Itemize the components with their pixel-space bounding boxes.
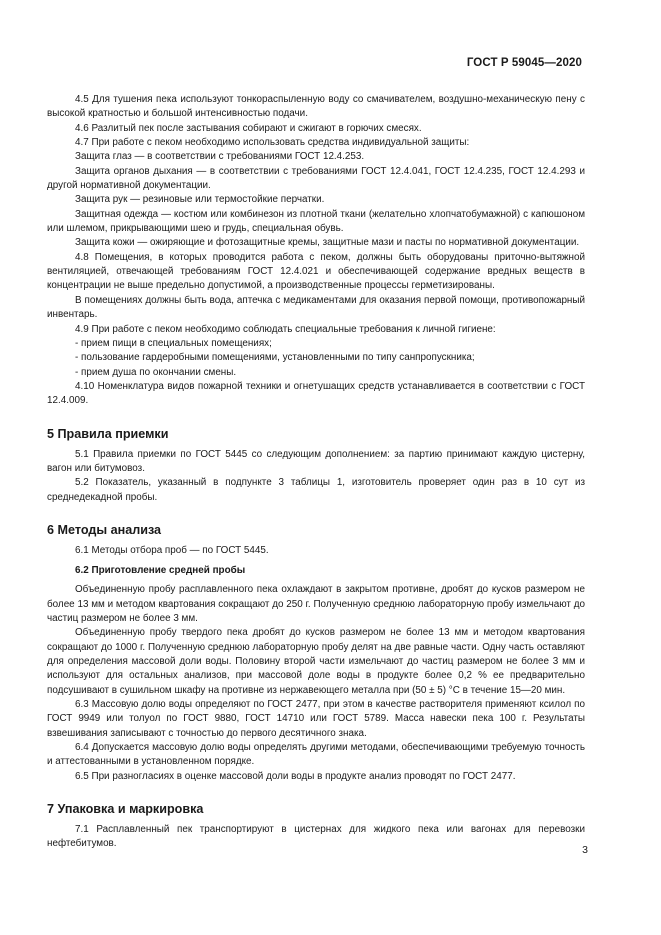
list-item: - прием душа по окончании смены. — [75, 366, 237, 378]
paragraph-5-2: 5.2 Показатель, указанный в подпункте 3 таблицы 1, изготовитель проверяет один раз в 10 сут из среднедекадной пробы. — [47, 477, 585, 503]
document-code: ГОСТ Р 59045—2020 — [466, 57, 582, 69]
paragraph-breath-protection: Защита органов дыхания — в соответствии с требованиями ГОСТ 12.4.041, ГОСТ 12.4.235, ГОСТ 12.4.293 и другой нормативной документации. — [47, 165, 585, 192]
section-heading-5: 5 Правила приемки — [47, 426, 169, 441]
list-item: - пользование гардеробными помещениями, установленными по типу санпропускника; — [75, 352, 475, 364]
paragraph-4-5: 4.5 Для тушения пека используют тонкораспыленную воду со смачивателем, воздушно-механическую пену с высокой кратностью и большой интенсивностью подачи. — [47, 94, 585, 120]
page-number: 3 — [582, 844, 588, 856]
paragraph-5-1: 5.1 Правила приемки по ГОСТ 5445 со следующим дополнением: за партию принимают каждую цистерну, вагон или битумовоз. — [47, 448, 585, 474]
paragraph-6-4: 6.4 Допускается массовую долю воды определять другими методами, обеспечивающими требуемую точность и аттестованными в установленном порядке. — [47, 742, 585, 768]
paragraph-6-2-molten: Объединенную пробу расплавленного пека охлаждают в закрытом противне, дробят до кусков размером не более 13 мм и методом квартования сокращают до 250 г. Полученную среднюю лабораторную пробу измельчают до частиц размером не более 3 мм. — [47, 584, 585, 624]
list-item: - прием пищи в специальных помещениях; — [75, 337, 272, 349]
document-body — [47, 93, 585, 852]
paragraph-4-6: 4.6 Разлитый пек после застывания собирают и сжигают в горючих смесях. — [75, 122, 422, 134]
section-heading-7: 7 Упаковка и маркировка — [47, 802, 204, 817]
paragraph-4-9: 4.9 При работе с пеком необходимо соблюдать специальные требования к личной гигиене: — [75, 323, 496, 335]
section-heading-6: 6 Методы анализа — [47, 522, 162, 537]
paragraph-4-8-supplies: В помещениях должны быть вода, аптечка с медикаментами для оказания первой помощи, противопожарный инвентарь. — [47, 294, 585, 321]
paragraph-protective-clothing: Защитная одежда — костюм или комбинезон из плотной ткани (желательно хлопчатобумажной) с капюшоном или шлемом, прикрывающими шею и грудь, специальная обувь. — [47, 208, 585, 235]
paragraph-6-5: 6.5 При разногласиях в оценке массовой доли воды в продукте анализ проводят по ГОСТ 2477. — [75, 770, 516, 782]
paragraph-7-1: 7.1 Расплавленный пек транспортируют в цистернах для жидкого пека или вагонах для перевозки нефтебитумов. — [47, 824, 585, 850]
paragraph-hand-protection: Защита рук — резиновые или термостойкие перчатки. — [75, 194, 325, 206]
paragraph-skin-protection: Защита кожи — ожиряющие и фотозащитные кремы, защитные мази и пасты по нормативной документации. — [75, 237, 580, 249]
paragraph-4-8: 4.8 Помещения, в которых проводится работа с пеком, должны быть оборудованы приточно-вытяжной вентиляцией, отвечающей требованиям ГОСТ 12.4.021 и обеспечивающей содержание вредных веществ в концентрации не выше предельно допустимой, а производственные процессы герметизированы. — [47, 251, 585, 292]
paragraph-4-10: 4.10 Номенклатура видов пожарной техники и огнетушащих средств устанавливается в соответствии с ГОСТ 12.4.009. — [47, 380, 585, 407]
subsection-heading-6-2: 6.2 Приготовление средней пробы — [75, 565, 246, 577]
paragraph-6-2-solid: Объединенную пробу твердого пека дробят до кусков размером не более 13 мм и методом квартования сокращают до 1000 г. Полученную среднюю лабораторную пробу делят на две равные части. Одну часть оставляют для определения массовой доли воды. Половину второй части измельчают до частиц размером не более 3 мм и используют для остальных анализов, при массовой доле воды в продукте более 0,2 % ее предварительно подсушивают в сушильном шкафу на противне из нержавеющего металла при (50 ± 5) °С в течение 15—20 мин. — [47, 627, 585, 696]
paragraph-6-3: 6.3 Массовую долю воды определяют по ГОСТ 2477, при этом в качестве растворителя применяют ксилол по ГОСТ 9949 или толуол по ГОСТ 9880, ГОСТ 14710 или ГОСТ 5789. Масса навески пека 100 г. Результаты взвешивания записывают с точностью до первого десятичного знака. — [47, 699, 585, 739]
paragraph-6-1: 6.1 Методы отбора проб — по ГОСТ 5445. — [75, 544, 269, 556]
paragraph-4-7: 4.7 При работе с пеком необходимо использовать средства индивидуальной защиты: — [75, 137, 470, 149]
paragraph-eye-protection: Защита глаз — в соответствии с требованиями ГОСТ 12.4.253. — [75, 151, 365, 163]
